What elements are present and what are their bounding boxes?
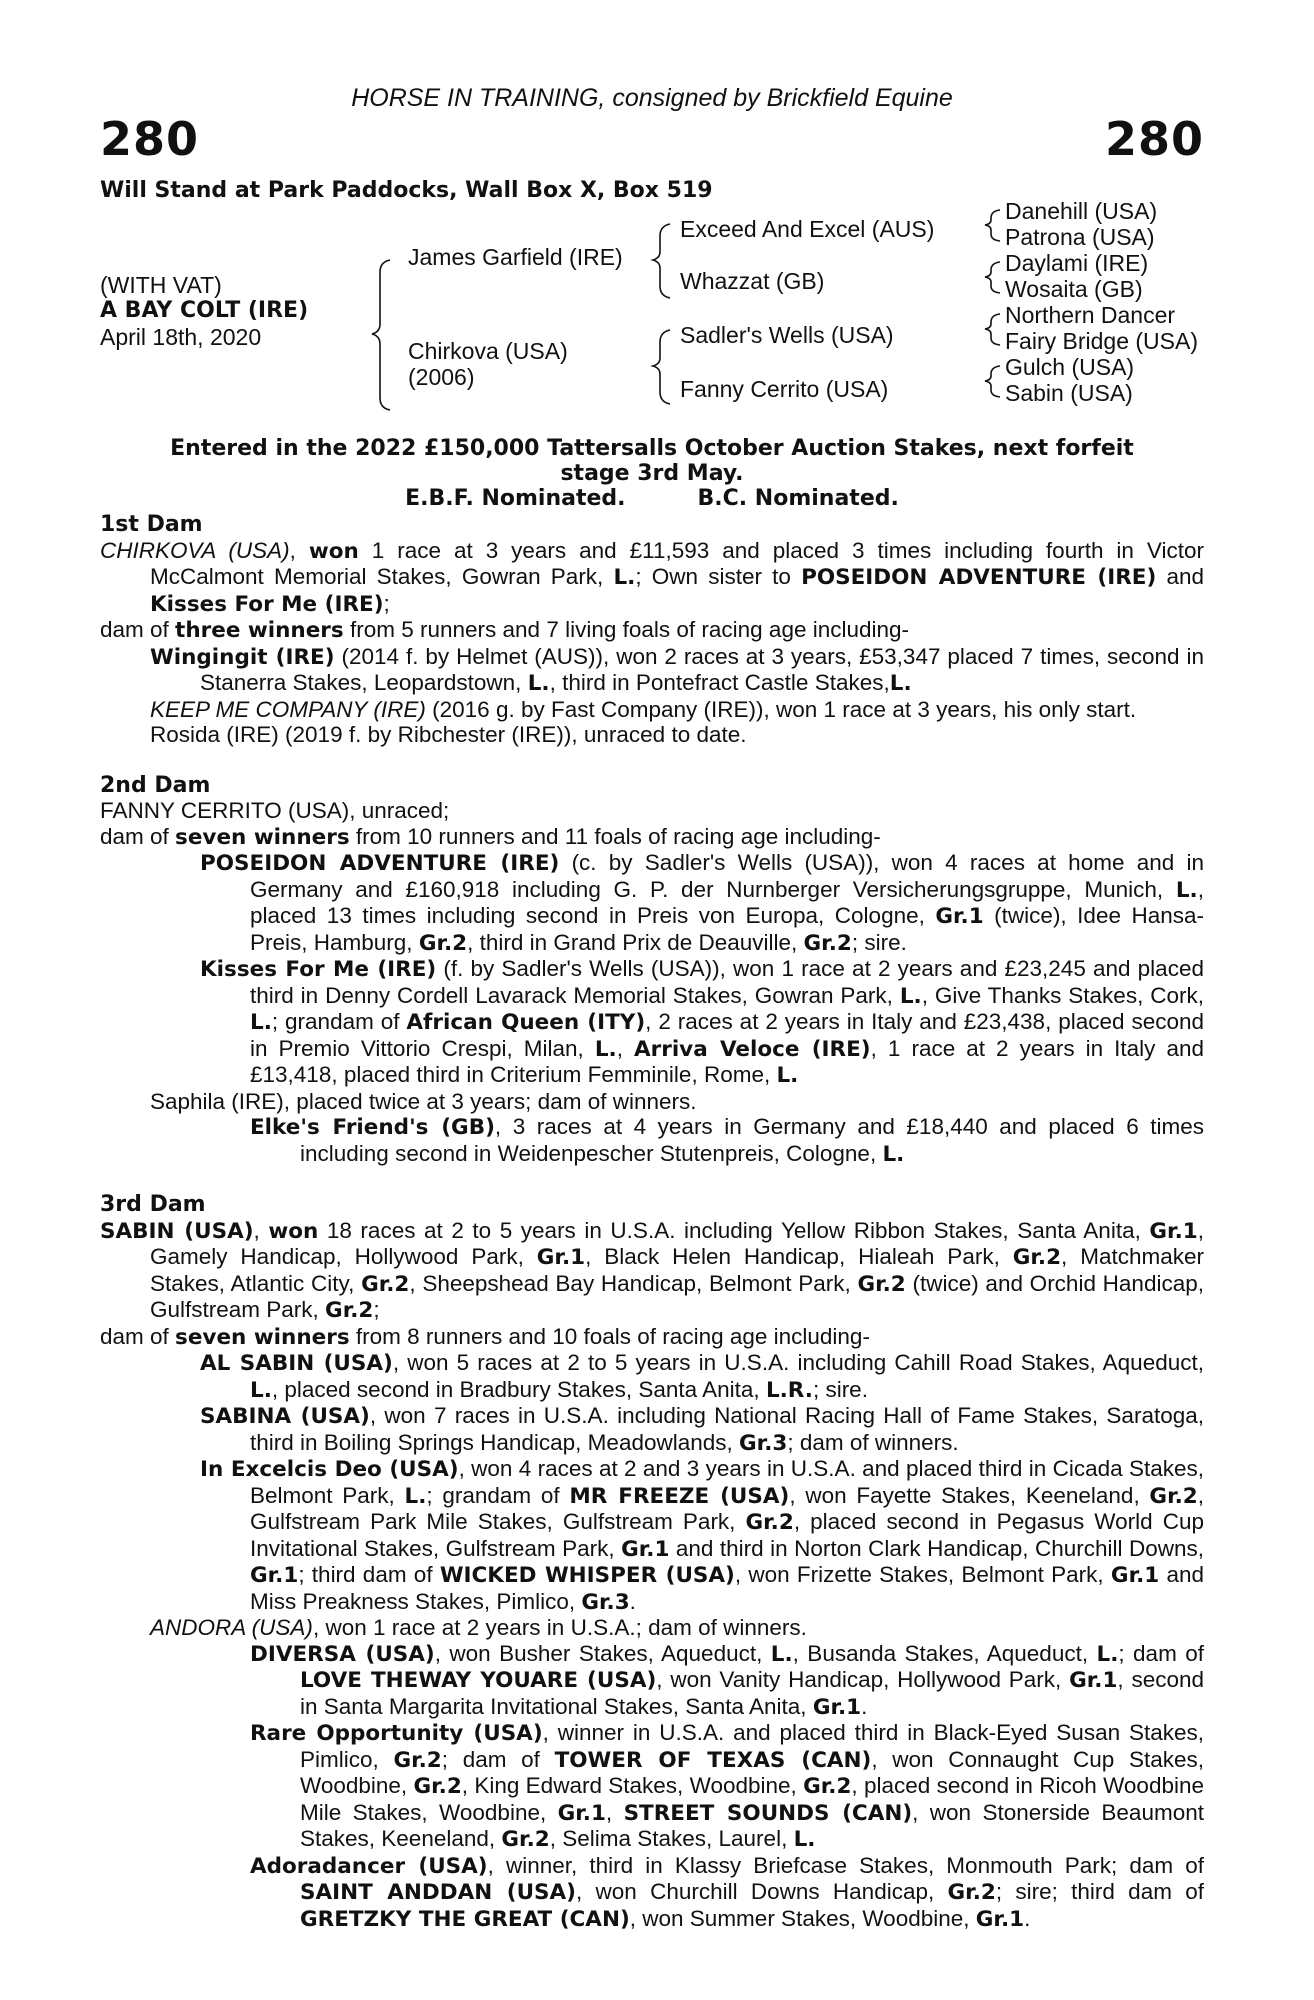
horse-name: A BAY COLT (IRE) xyxy=(100,298,309,323)
entry-line-2: stage 3rd May. xyxy=(560,461,744,486)
produce-adoradancer: Adoradancer (USA), winner, third in Klassy Briefcase Stakes, Monmouth Park; dam of SAINT ANDDAN (USA), won Churchill Downs Handicap, Gr.2; sire; third dam of GRETZKY THE GREAT (CAN), won Summer Stakes, Woodbine, Gr.1. xyxy=(250,1852,1204,1932)
sire-sire: Exceed And Excel (AUS) xyxy=(680,216,935,242)
produce-rare-opportunity: Rare Opportunity (USA), winner in U.S.A. and placed third in Black-Eyed Susan Stakes, Pimlico, Gr.2; dam of TOWER OF TEXAS (CAN), won Connaught Cup Stakes, Woodbine, Gr.2, King Edward Stakes, Woodbine, Gr.2, placed second in Ricoh Woodbine Mile Stakes, Woodbine, Gr.1, STREET SOUNDS (CAN), won Stonerside Beaumont Stakes, Keeneland, Gr.2, Selima Stakes, Laurel, L. xyxy=(250,1720,1205,1852)
produce-in-excelcis-deo: In Excelcis Deo (USA), won 4 races at 2 and 3 years in U.S.A. and placed third in Cicada Stakes, Belmont Park, L.; grandam of MR FREEZE (USA), won Fayette Stakes, Keeneland, Gr.2, Gulfstream Park Mile Stakes, Gulfstream Park, Gr.2, placed second in Pegasus World Cup Invitational Stakes, Gulfstream Park, Gr.1 and third in Norton Clark Handicap, Churchill Downs, Gr.1; third dam of WICKED WHISPER (USA), won Frizette Stakes, Belmont Park, Gr.1 and Miss Preakness Stakes, Pimlico, Gr.3. xyxy=(200,1456,1205,1615)
ancestor-7: Gulch (USA) xyxy=(1005,354,1135,380)
ancestor-6: Fairy Bridge (USA) xyxy=(1005,328,1198,354)
produce-saphila: Saphila (IRE), placed twice at 3 years; dam of winners. xyxy=(150,1088,697,1114)
dam-year: (2006) xyxy=(408,364,475,390)
bc-nomination: B.C. Nominated. xyxy=(697,486,899,511)
ebf-nomination: E.B.F. Nominated. xyxy=(405,486,626,511)
third-dam-produce-summary: dam of seven winners from 8 runners and 10 foals of racing age including- xyxy=(100,1323,870,1350)
produce-sabina: SABINA (USA), won 7 races in U.S.A. including National Racing Hall of Fame Stakes, Saratoga, third in Boiling Springs Handicap, Meadowlands, Gr.3; dam of winners. xyxy=(200,1403,1204,1456)
second-dam-produce-summary: dam of seven winners from 10 runners and 11 foals of racing age including- xyxy=(100,823,881,850)
ancestor-8: Sabin (USA) xyxy=(1005,380,1133,406)
pedigree-tree xyxy=(100,198,1204,424)
stand-location: Will Stand at Park Paddocks, Wall Box X, Box 519 xyxy=(100,178,713,203)
dam-lines xyxy=(100,512,1204,1932)
ancestor-5: Northern Dancer xyxy=(1005,302,1176,328)
foaling-date: April 18th, 2020 xyxy=(100,324,262,350)
consignment-line: HORSE IN TRAINING, consigned by Brickfield Equine xyxy=(351,84,953,112)
sire-dam: Whazzat (GB) xyxy=(680,268,825,294)
lot-number-right: 280 xyxy=(1104,112,1204,166)
produce-andora: ANDORA (USA), won 1 race at 2 years in U.S.A.; dam of winners. xyxy=(150,1615,807,1640)
produce-wingingit: Wingingit (IRE) (2014 f. by Helmet (AUS)), won 2 races at 3 years, £53,347 placed 7 times, second in Stanerra Stakes, Leopardstown, L., third in Pontefract Castle Stakes,L. xyxy=(150,643,1204,696)
produce-rosida: Rosida (IRE) (2019 f. by Ribchester (IRE)), unraced to date. xyxy=(150,722,747,747)
produce-poseidon-adventure: POSEIDON ADVENTURE (IRE) (c. by Sadler's Wells (USA)), won 4 races at home and in Germany and £160,918 including G. P. der Nurnberger Versicherungsgruppe, Munich, L., placed 13 times including second in Preis von Europa, Cologne, Gr.1 (twice), Idee Hansa-Preis, Hamburg, Gr.2, third in Grand Prix de Deauville, Gr.2; sire. xyxy=(200,850,1205,956)
produce-kisses-for-me: Kisses For Me (IRE) (f. by Sadler's Wells (USA)), won 1 race at 2 years and £23,245 and placed third in Denny Cordell Lavarack Memorial Stakes, Gowran Park, L., Give Thanks Stakes, Cork, L.; grandam of African Queen (ITY), 2 races at 2 years in Italy and £23,438, placed second in Premio Vittorio Crespi, Milan, L., Arriva Veloce (IRE), 1 race at 2 years in Italy and £13,418, placed third in Criterium Femminile, Rome, L. xyxy=(200,956,1204,1088)
ancestor-2: Patrona (USA) xyxy=(1005,224,1155,250)
second-dam-record: FANNY CERRITO (USA), unraced; xyxy=(100,798,450,823)
ancestor-1: Danehill (USA) xyxy=(1005,198,1158,224)
dam-name: Chirkova (USA) xyxy=(408,338,568,364)
race-entries xyxy=(100,436,1204,511)
third-dam-heading: 3rd Dam xyxy=(100,1192,206,1217)
ancestor-3: Daylami (IRE) xyxy=(1005,250,1149,276)
second-dam-heading: 2nd Dam xyxy=(100,772,211,798)
vat-note: (WITH VAT) xyxy=(100,272,222,298)
nominations xyxy=(100,486,1204,511)
produce-elkes-friends: Elke's Friend's (GB), 3 races at 4 years in Germany and £18,440 and placed 6 times including second in Weidenpescher Stutenpreis, Cologne, L. xyxy=(250,1114,1205,1167)
produce-keep-me-company: KEEP ME COMPANY (IRE) (2016 g. by Fast Company (IRE)), won 1 race at 3 years, his only start. xyxy=(150,696,1137,722)
first-dam-produce-summary: dam of three winners from 5 runners and 7 living foals of racing age including- xyxy=(100,617,910,643)
sire-name: James Garfield (IRE) xyxy=(408,244,623,270)
third-dam-record: SABIN (USA), won 18 races at 2 to 5 years in U.S.A. including Yellow Ribbon Stakes, Santa Anita, Gr.1, Gamely Handicap, Hollywood Park, Gr.1, Black Helen Handicap, Hialeah Park, Gr.2, Matchmaker Stakes, Atlantic City, Gr.2, Sheepshead Bay Handicap, Belmont Park, Gr.2 (twice) and Orchid Handicap, Gulfstream Park, Gr.2; xyxy=(100,1217,1204,1323)
first-dam-record: CHIRKOVA (USA), won 1 race at 3 years and £11,593 and placed 3 times including fourth in Victor McCalmont Memorial Stakes, Gowran Park, L.; Own sister to POSEIDON ADVENTURE (IRE) and Kisses For Me (IRE); xyxy=(100,537,1204,617)
ancestor-4: Wosaita (GB) xyxy=(1005,276,1143,302)
dam-dam: Fanny Cerrito (USA) xyxy=(680,376,889,402)
lot-number-left: 280 xyxy=(100,112,200,166)
produce-al-sabin: AL SABIN (USA), won 5 races at 2 to 5 years in U.S.A. including Cahill Road Stakes, Aqueduct, L., placed second in Bradbury Stakes, Santa Anita, L.R.; sire. xyxy=(200,1350,1204,1403)
entry-line-1: Entered in the 2022 £150,000 Tattersalls October Auction Stakes, next forfeit xyxy=(170,436,1134,461)
dam-sire: Sadler's Wells (USA) xyxy=(680,322,894,348)
first-dam-heading: 1st Dam xyxy=(100,512,203,537)
produce-diversa: DIVERSA (USA), won Busher Stakes, Aqueduct, L., Busanda Stakes, Aqueduct, L.; dam of LOVE THEWAY YOUARE (USA), won Vanity Handicap, Hollywood Park, Gr.1, second in Santa Margarita Invitational Stakes, Santa Anita, Gr.1. xyxy=(250,1640,1205,1720)
